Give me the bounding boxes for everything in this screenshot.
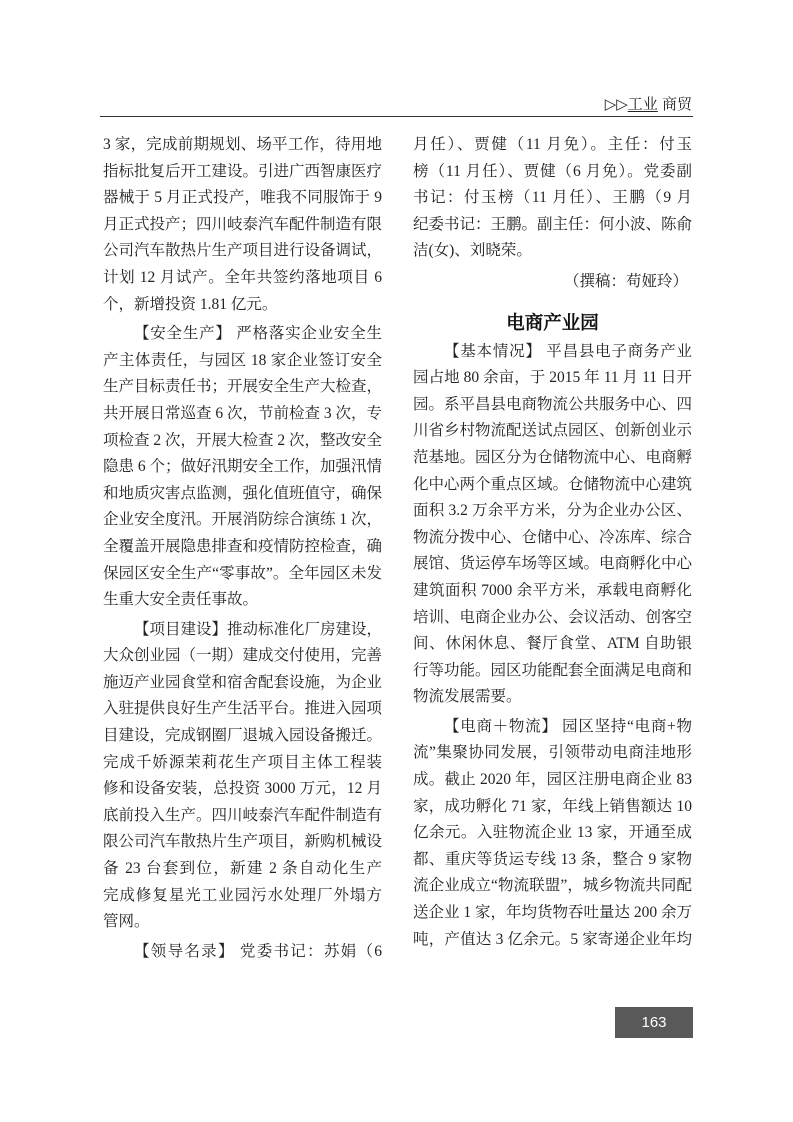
text-line: 【电商＋物流】 园区坚持“电商+物 [444, 717, 692, 735]
text-line: 流企业成立“物流联盟”，城乡物流共同配 [413, 877, 692, 895]
text-line: 间、休闲休息、餐厅食堂、ATM 自助银 [413, 635, 692, 653]
text-line: 备 23 台套到位，新建 2 条自动化生产 [103, 860, 382, 878]
header-section: 工业 [627, 96, 658, 113]
text-line: 川省乡村物流配送试点园区、创新创业示 [413, 422, 692, 440]
text-line: 送企业 1 家，年均货物吞吐量达 200 余万 [413, 904, 692, 922]
text-line: 隐患 6 个；做好汛期安全工作，加强汛情 [103, 458, 382, 476]
text-line: 【项目建设】推动标准化厂房建设， [134, 620, 382, 638]
section-title: 电商产业园 [506, 311, 599, 333]
text-line: 园。系平昌县电商物流公共服务中心、四 [413, 395, 692, 413]
byline: （撰稿：苟娅玲） [563, 272, 688, 290]
header-subsection: 商贸 [661, 96, 692, 113]
text-line: 完成千娇源茉莉花生产项目主体工程装 [103, 753, 382, 771]
text-line: 和地质灾害点监测，强化值班值守，确保 [103, 484, 382, 502]
text-line: 榜（11 月任）、贾健（6 月免）。党委副 [413, 162, 692, 180]
text-line: 范基地。园区分为仓储物流中心、电商孵 [413, 448, 692, 466]
text-line: 建筑面积 7000 余平方米，承载电商孵化 [413, 581, 692, 599]
text-line: 个，新增投资 1.81 亿元。 [103, 295, 278, 313]
text-line: 施迈产业园食堂和宿舍配套设施，为企业 [103, 673, 382, 691]
text-line: 【基本情况】 平昌县电子商务产业 [444, 342, 692, 360]
text-line: 项检查 2 次，开展大检查 2 次，整改安全 [103, 431, 382, 449]
text-line: 书记：付玉榜（11 月任）、王鹏（9 月 [413, 189, 692, 207]
text-line: 物流分拨中心、仓储中心、冷冻库、综合 [413, 528, 692, 546]
text-line: 生重大安全责任事故。 [103, 591, 259, 609]
text-line: 目建设，完成钢圈厂退城入园设备搬迁。 [103, 727, 382, 745]
text-line: 底前投入生产。四川岐泰汽车配件制造有 [103, 806, 382, 824]
text-line: 管网。 [103, 913, 150, 931]
text-line: 家，成功孵化 71 家，年线上销售额达 10 [413, 797, 692, 815]
text-line: 大众创业园（一期）建成交付使用，完善 [103, 647, 382, 665]
text-line: 流”集聚协同发展，引领带动电商洼地形 [413, 744, 692, 762]
arrow-icon: ▷▷ [604, 96, 628, 113]
text-line: 限公司汽车散热片生产项目，新购机械设 [103, 833, 382, 851]
text-line: 【安全生产】 严格落实企业安全生 [134, 325, 382, 343]
text-line: 培训、电商企业办公、会议活动、创客空 [413, 608, 692, 626]
paragraph [103, 617, 382, 936]
text-line: 3 家，完成前期规划、场平工作，待用地 [103, 136, 382, 153]
text-line: 计划 12 月试产。全年共签约落地项目 6 [103, 268, 382, 286]
text-line: 全覆盖开展隐患排查和疫情防控检查，确 [103, 537, 382, 555]
text-line: 亿余元。入驻物流企业 13 家，开通至成 [413, 824, 692, 842]
text-line: 入驻提供良好生产生活平台。推进入园项 [103, 700, 382, 718]
text-line: 都、重庆等货运专线 13 条，整合 9 家物 [413, 850, 692, 868]
left-column [103, 132, 382, 968]
text-line: 面积 3.2 万余平方米，分为企业办公区、 [413, 502, 692, 520]
text-line: 洁(女)、刘晓荣。 [413, 242, 532, 260]
text-line: 化中心两个重点区域。仓储物流中心建筑 [413, 475, 692, 493]
text-line: 产主体责任，与园区 18 家企业签订安全 [103, 351, 382, 369]
text-line: 展馆、货运停车场等区域。电商孵化中心 [413, 555, 692, 573]
text-line: 企业安全度汛。开展消防综合演练 1 次， [103, 511, 382, 529]
paragraph [413, 132, 692, 265]
left-paragraphs [103, 132, 382, 965]
paragraph [103, 939, 382, 966]
right-lead-paragraph [413, 132, 692, 265]
paragraph [103, 321, 382, 614]
right-column [413, 132, 692, 956]
paragraph [103, 132, 382, 318]
text-line: 行等功能。园区功能配套全面满足电商和 [413, 661, 692, 679]
text-line: 修和设备安装，总投资 3000 万元，12 月 [103, 780, 382, 798]
text-line: 共开展日常巡查 6 次，节前检查 3 次，专 [103, 404, 382, 422]
page-number: 163 [615, 1007, 693, 1038]
text-line: 器械于 5 月正式投产，唯我不同服饰于 9 [103, 189, 382, 207]
text-line: 保园区安全生产“零事故”。全年园区未发 [103, 564, 382, 582]
text-line: 物流发展需要。 [413, 688, 522, 706]
text-line: 成。截止 2020 年，园区注册电商企业 83 [413, 771, 692, 789]
text-line: 月任）、贾健（11 月免）。主任：付玉 [413, 136, 692, 153]
text-line: 【领导名录】 党委书记：苏娟（6 [134, 942, 382, 960]
text-line: 公司汽车散热片生产项目进行设备调试， [103, 242, 382, 260]
text-line: 月正式投产；四川岐泰汽车配件制造有限 [103, 215, 382, 233]
text-line: 指标批复后开工建设。引进广西智康医疗 [103, 162, 382, 180]
right-paragraphs [413, 339, 692, 954]
running-header [605, 93, 692, 114]
text-line: 纪委书记：王鹏。副主任：何小波、陈俞 [413, 215, 692, 233]
paragraph [413, 714, 692, 953]
text-line: 生产目标责任书；开展安全生产大检查， [103, 378, 382, 396]
text-line: 园占地 80 余亩，于 2015 年 11 月 11 日开 [413, 369, 692, 387]
paragraph [413, 339, 692, 711]
header-rule [100, 116, 693, 117]
text-line: 完成修复星光工业园污水处理厂外塌方 [103, 886, 382, 904]
text-line: 吨，产值达 3 亿余元。5 家寄递企业年均 [413, 930, 692, 948]
